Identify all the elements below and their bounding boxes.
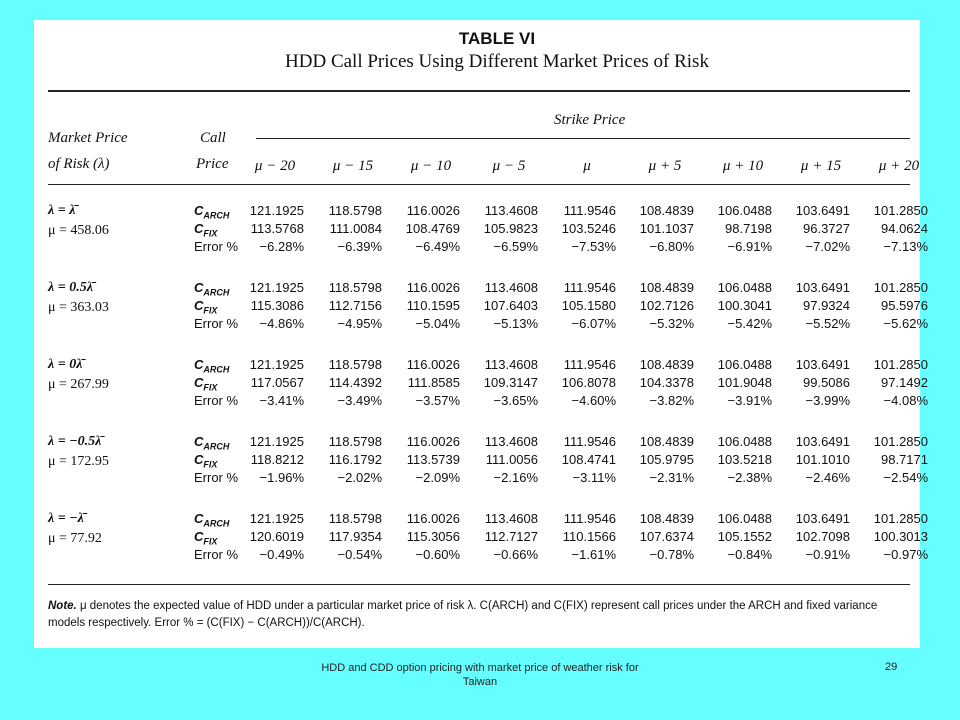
table-cell: 121.1925 [249,203,304,218]
table-cell: 121.1925 [249,434,304,449]
risk-lambda-label: λ = 0.5λ̄ [48,280,93,295]
table-cell: 106.8078 [561,375,616,390]
table-cell: 108.4839 [639,203,694,218]
table-cell: 104.3378 [639,375,694,390]
carch-symbol: C [194,511,204,526]
table-cell: 103.6491 [795,203,850,218]
risk-lambda-label: λ = −λ̄ [48,511,84,526]
table-cell: 116.1792 [328,452,382,467]
table-cell: 113.4608 [484,280,538,295]
table-cell: −0.60% [415,547,460,562]
table-cell: 116.0026 [406,280,460,295]
row-label-carch [194,356,229,374]
row-label-error: Error % [194,547,239,562]
table-cell: −6.59% [493,239,538,254]
table-cell: 115.3086 [250,298,304,313]
table-cell: −0.78% [649,547,694,562]
table-cell: 117.0567 [250,375,304,390]
table-cell: −5.42% [727,316,772,331]
strike-column-header: μ − 15 [332,158,374,174]
note-text: μ denotes the expected value of HDD under a particular market price of risk λ. C(ARCH) and C(FIX) represent call prices under the ARCH and fixed variance models respectively. Error % = (C(FIX) − C(ARCH))/C(ARCH). [48,600,878,629]
table-cell: 102.7126 [639,298,694,313]
bottom-rule [48,584,910,585]
call-price-header-line1: Call [200,130,226,146]
expected-hdd-label: μ = 267.99 [48,377,109,392]
row-label-cfix [194,220,217,238]
table-cell: −4.86% [259,316,304,331]
row-label-error: Error % [194,239,239,254]
table-cell: 108.4839 [639,434,694,449]
table-cell: 105.9823 [483,221,538,236]
table-cell: −3.65% [493,393,538,408]
table-cell: 116.0026 [406,203,460,218]
table-cell: −2.31% [649,470,694,485]
cfix-symbol: C [194,529,204,544]
strike-column-header: μ + 15 [800,158,842,174]
table-cell: 111.9546 [563,203,616,218]
table-cell: 116.0026 [406,511,460,526]
cfix-symbol: C [194,375,204,390]
table-cell: 105.1552 [717,529,772,544]
table-cell: 113.5739 [406,452,460,467]
cfix-symbol: C [194,298,204,313]
table-cell: 118.5798 [328,357,382,372]
table-cell: 97.9324 [803,298,850,313]
cfix-symbol: C [194,452,204,467]
table-cell: 118.5798 [328,203,382,218]
carch-subscript: ARCH [203,287,230,298]
table-cell: −0.66% [493,547,538,562]
table-cell: 111.9546 [563,511,616,526]
table-cell: 101.2850 [873,357,928,372]
carch-symbol: C [194,203,204,218]
row-label-carch [194,202,229,220]
table-cell: 106.0488 [717,434,772,449]
table-cell: 114.4392 [328,375,382,390]
strike-column-header: μ [583,158,591,174]
table-cell: −3.57% [415,393,460,408]
table-cell: −4.95% [337,316,382,331]
carch-symbol: C [194,434,204,449]
strike-column-header: μ + 20 [878,158,920,174]
table-cell: −7.53% [571,239,616,254]
carch-subscript: ARCH [203,364,230,375]
table-cell: −5.04% [415,316,460,331]
table-cell: −6.07% [571,316,616,331]
table-cell: 121.1925 [249,280,304,295]
carch-subscript: ARCH [203,518,230,529]
table-cell: 121.1925 [249,357,304,372]
table-cell: −6.49% [415,239,460,254]
table-cell: 106.0488 [717,203,772,218]
table-cell: 101.2850 [873,434,928,449]
table-label: TABLE VI [458,29,536,48]
table-cell: 113.4608 [484,511,538,526]
market-price-header-line1: Market Price [48,130,128,146]
table-cell: −0.91% [805,547,850,562]
table-cell: 113.5768 [250,221,304,236]
table-cell: 95.5976 [881,298,928,313]
table-cell: −5.62% [883,316,928,331]
table-cell: −7.13% [883,239,928,254]
table-cell: 98.7198 [725,221,772,236]
table-cell: 103.5218 [717,452,772,467]
table-cell: 111.9546 [563,357,616,372]
table-cell: −6.28% [259,239,304,254]
table-cell: 116.0026 [406,434,460,449]
table-cell: 101.2850 [873,511,928,526]
table-cell: −5.52% [805,316,850,331]
table-cell: 108.4741 [561,452,616,467]
table-cell: 110.1595 [406,298,460,313]
table-cell: 103.5246 [561,221,616,236]
table-cell: −1.96% [259,470,304,485]
table-cell: 113.4608 [484,357,538,372]
table-cell: 105.1580 [561,298,616,313]
table-cell: 94.0624 [881,221,928,236]
table-cell: −2.46% [805,470,850,485]
table-cell: 111.9546 [563,280,616,295]
table-cell: 98.7171 [881,452,928,467]
cfix-subscript: FIX [203,536,218,547]
table-cell: −0.54% [337,547,382,562]
cfix-subscript: FIX [203,305,218,316]
table-page [34,20,928,648]
strike-column-header: μ − 5 [492,158,526,174]
table-cell: −2.09% [415,470,460,485]
table-cell: 106.0488 [717,357,772,372]
table-cell: 113.4608 [484,434,538,449]
table-cell: 108.4769 [405,221,460,236]
row-label-cfix [194,451,217,469]
cfix-symbol: C [194,221,204,236]
table-cell: 101.9048 [717,375,772,390]
table-cell: −6.91% [727,239,772,254]
table-cell: 96.3727 [803,221,850,236]
risk-lambda-label: λ = −0.5λ̄ [48,434,102,449]
table-cell: 121.1925 [249,511,304,526]
table-cell: 108.4839 [639,280,694,295]
table-cell: 103.6491 [795,434,850,449]
row-label-cfix [194,528,217,546]
table-cell: −4.60% [571,393,616,408]
table-cell: −2.54% [883,470,928,485]
table-cell: 111.0084 [329,221,382,236]
table-cell: −3.49% [337,393,382,408]
strike-column-header: μ + 10 [722,158,764,174]
table-cell: 103.6491 [795,511,850,526]
table-cell: 113.4608 [484,203,538,218]
table-cell: −6.80% [649,239,694,254]
table-cell: 109.3147 [483,375,538,390]
table-cell: 97.1492 [881,375,928,390]
table-cell: 111.0056 [485,452,538,467]
table-cell: 115.3056 [406,529,460,544]
table-cell: 112.7156 [328,298,382,313]
table-cell: 111.9546 [563,434,616,449]
risk-lambda-label: λ = 0λ̄ [48,357,83,372]
carch-subscript: ARCH [203,441,230,452]
carch-symbol: C [194,280,204,295]
table-cell: 103.6491 [795,357,850,372]
table-cell: 101.2850 [873,203,928,218]
table-cell: 106.0488 [717,280,772,295]
table-cell: −0.97% [883,547,928,562]
table-cell: 107.6374 [639,529,694,544]
table-cell: −3.11% [572,470,616,485]
slide-number: 29 [885,661,898,673]
table-cell: −5.13% [493,316,538,331]
strike-price-rule [256,138,910,139]
row-label-cfix [194,374,217,392]
row-label-error: Error % [194,470,239,485]
table-cell: 118.5798 [328,511,382,526]
table-cell: −2.38% [727,470,772,485]
market-price-header-line2: of Risk (λ) [48,156,110,172]
table-cell: 103.6491 [795,280,850,295]
table-cell: −1.61% [571,547,616,562]
table-cell: 118.5798 [328,434,382,449]
table-cell: −4.08% [883,393,928,408]
row-label-cfix [194,297,217,315]
table-note [48,598,910,632]
table-cell: 99.5086 [803,375,850,390]
table-cell: 101.1037 [639,221,694,236]
risk-lambda-label: λ = λ̄ [48,203,76,218]
row-label-carch [194,510,229,528]
note-label: Note. [48,600,77,612]
table-cell: 111.8585 [407,375,460,390]
table-cell: 100.3013 [873,529,928,544]
row-label-error: Error % [194,316,239,331]
table-cell: −5.32% [649,316,694,331]
call-price-header-line2: Price [196,156,229,172]
slide-footer: HDD and CDD option pricing with market price of weather risk for Taiwan [321,662,639,688]
table-cell: −3.99% [805,393,850,408]
table-cell: −6.39% [337,239,382,254]
table-cell: −3.91% [727,393,772,408]
row-label-carch [194,433,229,451]
table-cell: 106.0488 [717,511,772,526]
row-label-carch [194,279,229,297]
cfix-subscript: FIX [203,382,218,393]
table-cell: −7.02% [805,239,850,254]
strike-price-header: Strike Price [554,112,626,128]
cfix-subscript: FIX [203,459,218,470]
top-rule [48,90,910,92]
table-cell: 112.7127 [484,529,538,544]
expected-hdd-label: μ = 363.03 [48,300,109,315]
table-cell: 116.0026 [406,357,460,372]
table-cell: 108.4839 [639,511,694,526]
row-label-error: Error % [194,393,239,408]
table-cell: 110.1566 [562,529,616,544]
expected-hdd-label: μ = 172.95 [48,454,109,469]
expected-hdd-label: μ = 77.92 [48,531,102,546]
table-cell: −3.41% [259,393,304,408]
expected-hdd-label: μ = 458.06 [48,223,109,238]
table-cell: 120.6019 [249,529,304,544]
header-rule [48,184,910,185]
table-cell: 100.3041 [717,298,772,313]
strike-column-header: μ − 10 [410,158,452,174]
table-cell: 102.7098 [795,529,850,544]
table-cell: −2.02% [337,470,382,485]
table-cell: 117.9354 [328,529,382,544]
table-cell: −3.82% [649,393,694,408]
table-cell: −0.84% [727,547,772,562]
table-cell: 118.5798 [328,280,382,295]
strike-column-header: μ − 20 [254,158,296,174]
table-cell: 101.2850 [873,280,928,295]
table-cell: −0.49% [259,547,304,562]
table-cell: −2.16% [493,470,538,485]
table-title: HDD Call Prices Using Different Market Prices of Risk [285,51,709,72]
strike-column-header: μ + 5 [648,158,682,174]
table-cell: 108.4839 [639,357,694,372]
table-cell: 107.6403 [483,298,538,313]
table-cell: 101.1010 [795,452,850,467]
carch-symbol: C [194,357,204,372]
carch-subscript: ARCH [203,210,230,221]
table-cell: 118.8212 [250,452,304,467]
cfix-subscript: FIX [203,228,218,239]
table-cell: 105.9795 [639,452,694,467]
